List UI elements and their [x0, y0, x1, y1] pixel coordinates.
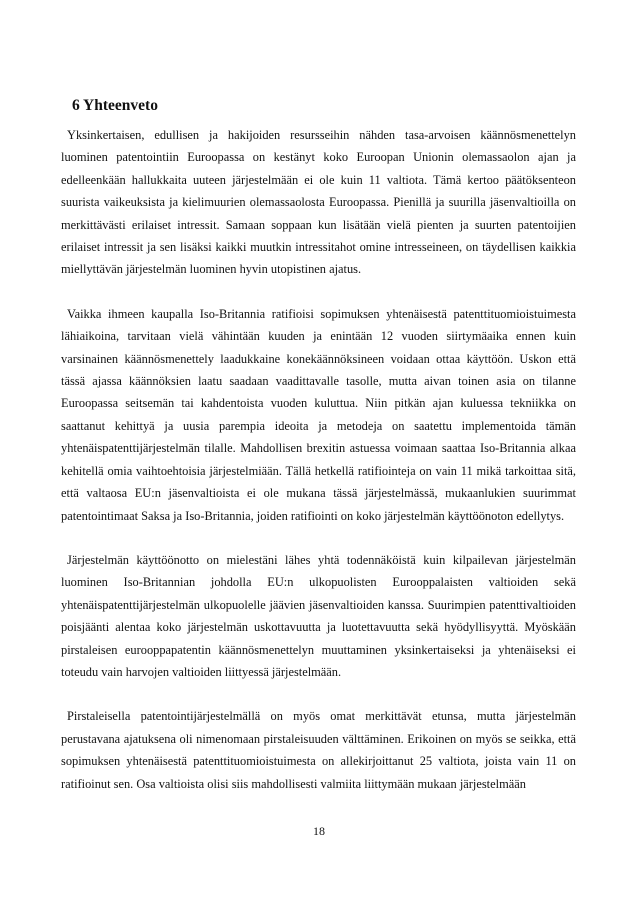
paragraph-2: Vaikka ihmeen kaupalla Iso-Britannia ratifioisi sopimuksen yhtenäisestä patenttituomioistuimesta lähiaikoina, tarvitaan vielä vähintään kuuden ja enintään 12 vuoden siirtymäaika ennen kuin varsinainen käännösmenettely laadukkaine konekäännöksineen voidaan ottaa käyttöön. Uskon että tässä ajassa käännöksien laatu saadaan vaadittavalle tasolle, mutta aivan toinen asia on tilanne Euroopassa seitsemän tai kahdentoista vuoden kuluttua. Niin pitkän ajan kuluessa tekniikka on saattanut kehittyä ja uusia parempia ideoita ja metodeja on saatettu implementoida tämän yhtenäispatenttijärjestelmän tilalle. Mahdollisen brexitin astuessa voimaan saattaa Iso-Britannia alkaa kehitellä omia vaihtoehtoisia järjestelmiään. Tällä hetkellä ratifiointeja on vain 11 mikä tarkoittaa sitä, että valtaosa EU:n jäsenvaltioista ei ole mukana tässä järjestelmässä, mukaanlukien suurimmat patentointimaat Saksa ja Iso-Britannia, joiden ratifiointi on koko järjestelmän käyttöönoton edellytys. — [61, 306, 576, 523]
section-heading: 6 Yhteenveto — [72, 97, 158, 114]
paragraph-3: Järjestelmän käyttöönotto on mielestäni lähes yhtä todennäköistä kuin kilpailevan järjestelmän luominen Iso-Britannian johdolla EU:n ulkopuolisten Eurooppalaisten valtioiden sekä yhtenäispatenttijärjestelmän ulkopuolelle jäävien jäsenvaltioiden kanssa. Suurimpien patenttivaltioiden poisjäänti alentaa koko järjestelmän uskottavuutta ja luotettavuutta sekä hyödyllisyyttä. Myöskään pirstaleisen eurooppapatentin käännösmenettelyn muuttaminen yksinkertaiseksi ja yhtenäiseksi ei toteudu vain harvojen valtioiden liittyessä järjestelmään. — [61, 552, 576, 679]
paragraph-4: Pirstaleisella patentointijärjestelmällä on myös omat merkittävät etunsa, mutta järjestelmän perustavana ajatuksena oli nimenomaan pirstaleisuuden välttäminen. Erikoinen on myös se seikka, että sopimuksen yhtenäisestä patenttituomioistuimesta on allekirjoittanut 25 valtiota, joista vain 11 on ratifioinut sen. Osa valtioista olisi siis mahdollisesti valmiita liittymään mukaan järjestelmään — [61, 709, 576, 791]
paragraph-1: Yksinkertaisen, edullisen ja hakijoiden resursseihin nähden tasa-arvoisen käännösmenettelyn luominen patentointiin Euroopassa on kestänyt koko Euroopan Unionin olemassaolon ajan ja edelleenkään hallukkaita uuteen järjestelmään ei ole kuin 11 valtiota. Tämä kertoo päätöksenteon suurista vaikeuksista ja kielimuurien olemassaolosta Euroopassa. Pienillä ja suurilla jäsenvaltioilla on merkittävästi erilaiset intressit. Samaan soppaan kun lisätään vielä pienten ja suurten patentoijien erilaiset intressit ja sen lisäksi kaikki muutkin intressitahot omine intresseineen, on täydellisen kaikkia miellyttävän järjestelmän luominen hyvin utopistinen ajatus. — [61, 128, 576, 277]
page-number: 18 — [313, 824, 325, 838]
document-page — [61, 96, 576, 795]
